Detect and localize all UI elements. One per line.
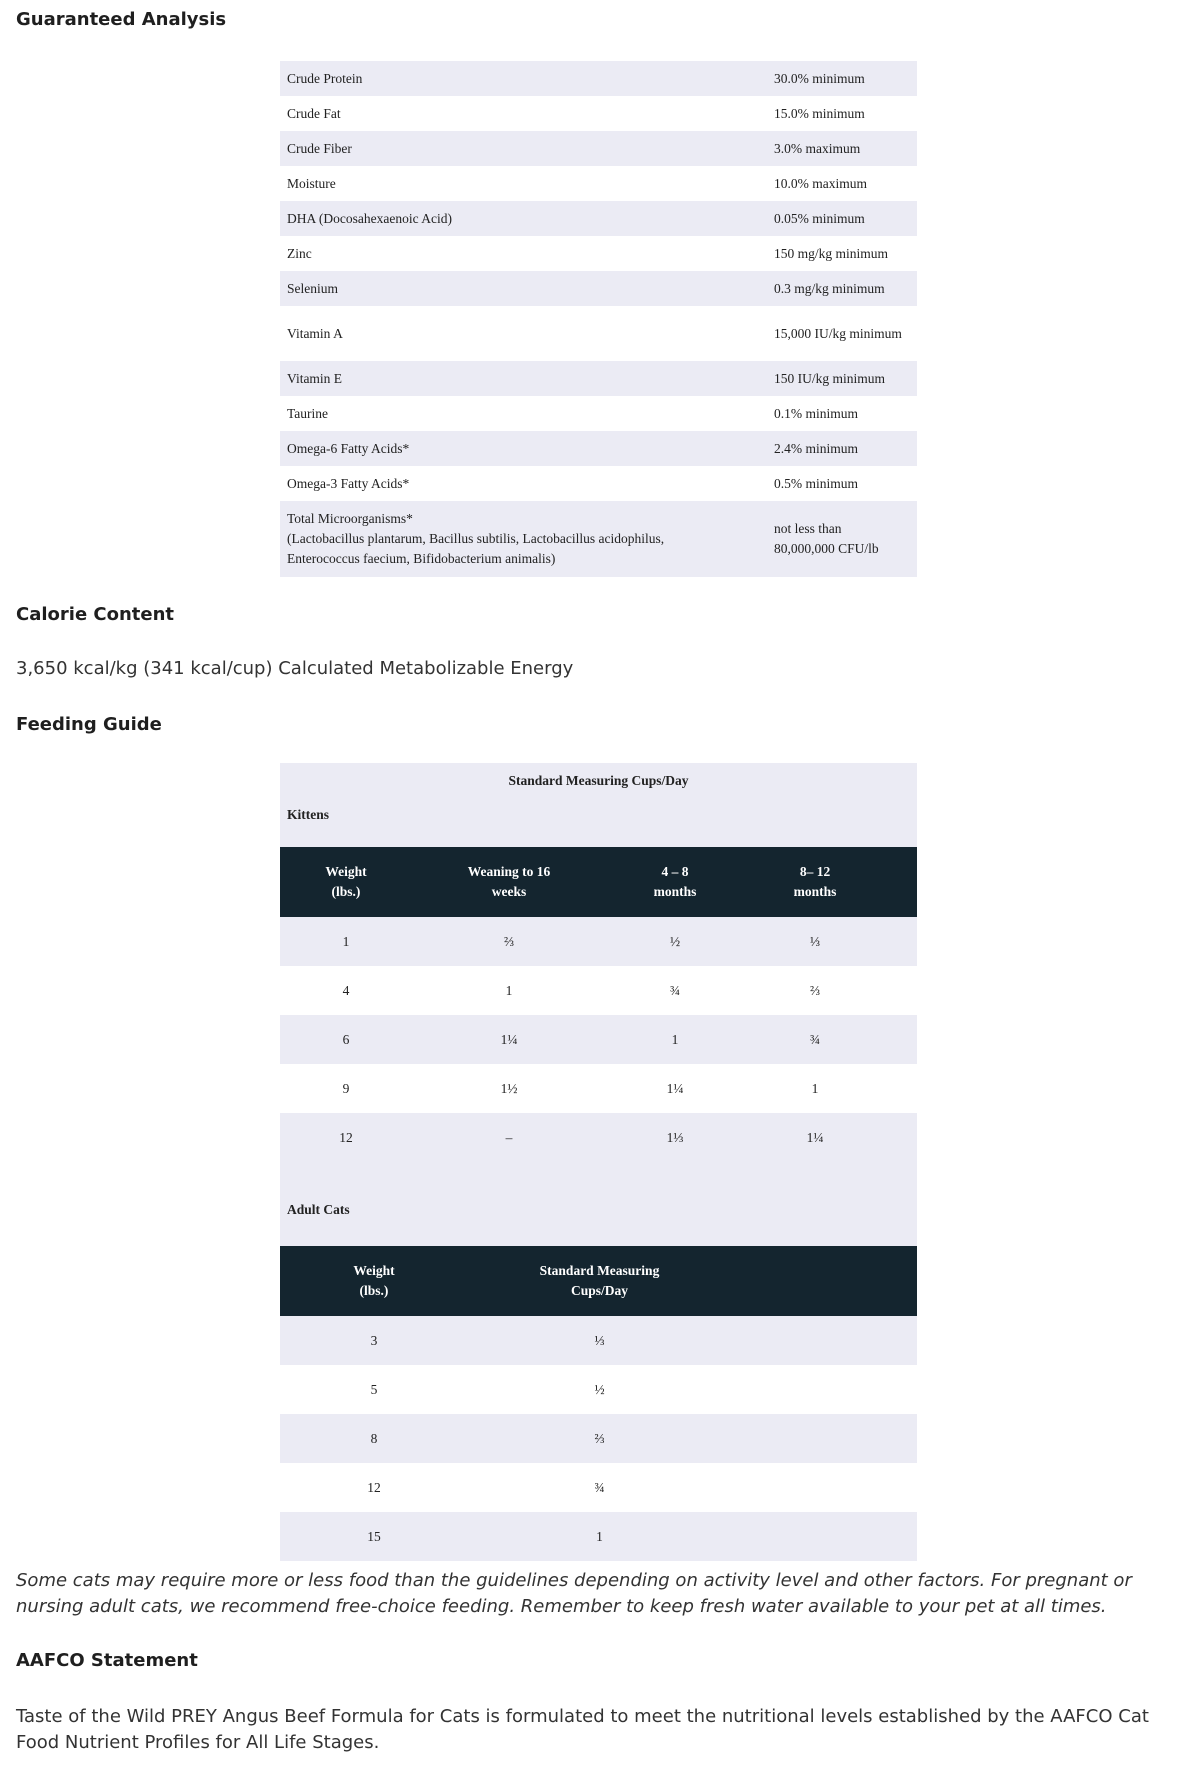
- table-cell: ⅓: [594, 1332, 605, 1348]
- table-cell: ⅔: [503, 933, 515, 949]
- nutrient-name: Omega-6 Fatty Acids*: [287, 440, 410, 456]
- feeding-guide-table: [280, 763, 917, 1561]
- column-header: 8– 12 months: [793, 864, 837, 899]
- table-cell: 5: [370, 1381, 378, 1397]
- nutrient-name: Selenium: [287, 280, 338, 296]
- kittens-header-row: [280, 847, 917, 917]
- table-cell: 1¼: [500, 1031, 518, 1047]
- nutrient-value: not less than 80,000,000 CFU/lb: [774, 521, 879, 556]
- column-header: Weight (lbs.): [325, 864, 367, 899]
- table-cell: 3: [370, 1332, 378, 1348]
- table-cell: 1: [811, 1080, 819, 1096]
- table-cell: 9: [342, 1080, 350, 1096]
- table-cell: 1: [505, 982, 513, 998]
- feeding-note: Some cats may require more or less food than the guidelines depending on activity level and other factors. For pregnant or nursing adult cats, we recommend free-choice feeding. Remember to keep fresh water available to your pet at all times.: [16, 1570, 1132, 1617]
- nutrient-value: 0.1% minimum: [774, 405, 858, 421]
- caption-title: Standard Measuring Cups/Day: [508, 773, 689, 788]
- guaranteed-analysis-table: [280, 61, 917, 577]
- nutrient-value: 30.0% minimum: [774, 70, 865, 86]
- table-cell: ¾: [809, 1031, 821, 1047]
- table-cell: 1¼: [666, 1080, 684, 1096]
- table-cell: –: [505, 1129, 513, 1145]
- table-cell: 15: [367, 1528, 381, 1544]
- nutrient-value: 0.05% minimum: [774, 210, 865, 226]
- nutrient-name: DHA (Docosahexaenoic Acid): [287, 210, 452, 226]
- calorie-content-heading: Calorie Content: [16, 604, 175, 625]
- table-cell: 12: [367, 1479, 381, 1495]
- table-row: [280, 966, 917, 1015]
- table-cell: 1: [342, 933, 350, 949]
- nutrient-value: 3.0% maximum: [774, 140, 861, 156]
- nutrient-value: 2.4% minimum: [774, 440, 858, 456]
- column-header: Weight (lbs.): [353, 1263, 395, 1298]
- aafco-text: Taste of the Wild PREY Angus Beef Formula for Cats is formulated to meet the nutritional levels established by the AAFCO Cat Food Nutrient Profiles for All Life Stages.: [16, 1706, 1149, 1753]
- table-row: [280, 166, 917, 201]
- table-row: [280, 1064, 917, 1113]
- table-cell: 12: [339, 1129, 353, 1145]
- nutrient-name: Taurine: [287, 405, 329, 421]
- table-row: [280, 306, 917, 361]
- table-cell: ¾: [594, 1479, 605, 1495]
- table-row: [280, 1113, 917, 1162]
- nutrient-name: Omega-3 Fatty Acids*: [287, 475, 410, 491]
- table-row: [280, 271, 917, 306]
- adults-label: Adult Cats: [287, 1202, 350, 1217]
- table-cell: ¾: [669, 982, 681, 998]
- table-row: [280, 201, 917, 236]
- nutrient-value: 15,000 IU/kg minimum: [774, 325, 902, 341]
- nutrient-detail: (Lactobacillus plantarum, Bacillus subtilis, Lactobacillus acidophilus, Enterococcus faecium, Bifidobacterium animalis): [287, 531, 665, 566]
- nutrient-value: 0.5% minimum: [774, 475, 858, 491]
- nutrient-name: Crude Protein: [287, 70, 363, 86]
- feeding-guide-caption: [280, 763, 917, 847]
- table-row: [280, 1015, 917, 1064]
- table-row: [280, 431, 917, 466]
- table-row: [280, 131, 917, 166]
- table-cell: 4: [342, 982, 350, 998]
- nutrient-value: 150 mg/kg minimum: [774, 245, 889, 261]
- kittens-label: Kittens: [287, 807, 329, 822]
- nutrient-name: Moisture: [287, 175, 336, 191]
- feeding-guide-heading: Feeding Guide: [16, 714, 162, 735]
- adults-caption: [280, 1162, 917, 1246]
- nutrient-title: Total Microorganisms*: [287, 511, 413, 526]
- table-cell: 1: [671, 1031, 679, 1047]
- table-row: [280, 96, 917, 131]
- table-cell: 6: [342, 1031, 350, 1047]
- table-row: [280, 917, 917, 966]
- table-cell: 1¼: [806, 1129, 824, 1145]
- table-cell: ⅔: [594, 1430, 605, 1446]
- table-row: [280, 396, 917, 431]
- nutrient-value: 0.3 mg/kg minimum: [774, 280, 885, 296]
- nutrient-name: Vitamin A: [287, 325, 343, 341]
- nutrient-name: Crude Fat: [287, 105, 341, 121]
- table-row: [280, 236, 917, 271]
- nutrient-value: 15.0% minimum: [774, 105, 865, 121]
- table-cell: 8: [370, 1430, 378, 1446]
- calorie-content-text: 3,650 kcal/kg (341 kcal/cup) Calculated Metabolizable Energy: [16, 658, 574, 679]
- table-cell: ⅔: [809, 982, 821, 998]
- adults-header-row: [280, 1246, 917, 1316]
- table-row: [280, 466, 917, 501]
- table-row: [280, 501, 917, 577]
- table-cell: ½: [594, 1381, 605, 1397]
- table-row: [280, 1512, 917, 1561]
- guaranteed-analysis-heading: Guaranteed Analysis: [16, 9, 227, 30]
- table-cell: ⅓: [809, 933, 821, 949]
- nutrient-name: Crude Fiber: [287, 140, 352, 156]
- table-row: [280, 361, 917, 396]
- table-row: [280, 1414, 917, 1463]
- table-row: [280, 1316, 917, 1365]
- aafco-heading: AAFCO Statement: [16, 1650, 198, 1671]
- nutrient-name: [280, 509, 767, 569]
- table-cell: 1⅓: [666, 1129, 684, 1145]
- nutrient-value: 150 IU/kg minimum: [774, 370, 885, 386]
- column-header: 4 – 8 months: [653, 864, 697, 899]
- table-row: [280, 1463, 917, 1512]
- table-cell: 1½: [500, 1080, 518, 1096]
- table-row: [280, 1365, 917, 1414]
- nutrient-name: Vitamin E: [287, 370, 343, 386]
- column-header: Standard Measuring Cups/Day: [539, 1263, 660, 1298]
- table-cell: ½: [669, 933, 681, 949]
- table-cell: 1: [596, 1528, 603, 1544]
- nutrient-name: Zinc: [287, 245, 312, 261]
- column-header: Weaning to 16 weeks: [467, 864, 551, 899]
- nutrient-value: 10.0% maximum: [774, 175, 867, 191]
- table-row: [280, 61, 917, 96]
